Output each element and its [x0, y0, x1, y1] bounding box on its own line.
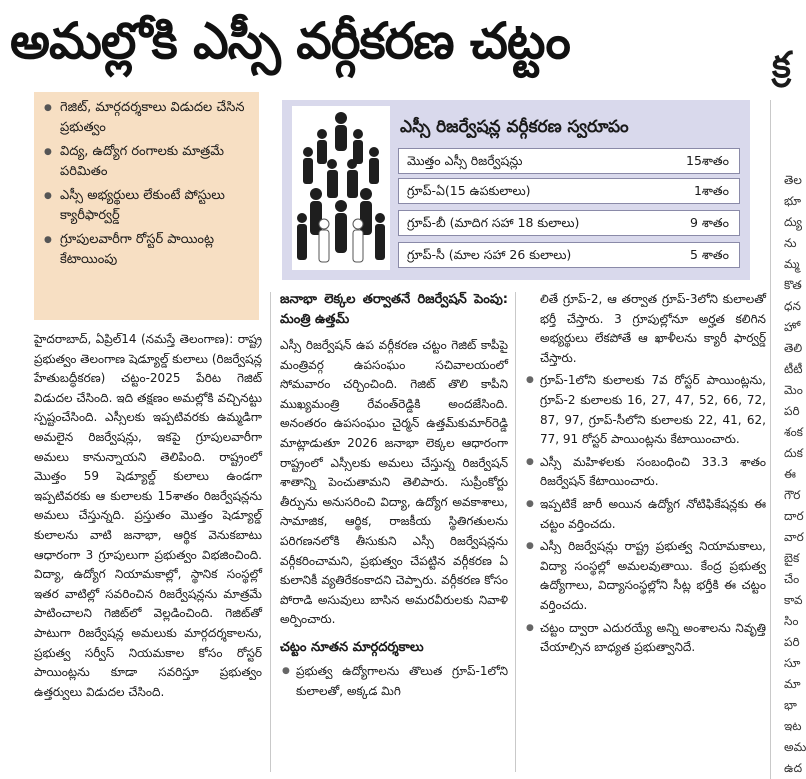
fragment-line: ఉద — [784, 761, 803, 775]
fragment-line: దార — [784, 509, 804, 523]
fragment-line: చేం — [784, 572, 800, 586]
fragment-line: బైక — [784, 551, 800, 565]
body-paragraph: లితే గ్రూప్‌-2, ఆ తర్వాత గ్రూప్‌-3లోని కులాలతో భర్తీ చేస్తారు. 3 గ్రూపుల్లోనూ అర్హత కలిగిన అభ్యర్థులు లేకపోతే ఆ ఖాళీలను క్యారీ ఫార్వర్డ్ చేస్తారు. — [540, 292, 766, 365]
fragment-line: దుక — [784, 446, 803, 460]
row-label: గ్రూప్‌-సీ (మాల సహా 26 కులాలు) — [407, 247, 572, 262]
table-row — [398, 148, 740, 174]
column-divider-right — [770, 100, 771, 779]
highlight-item: ● ఎస్సీ అభ్యర్థులు లేకుంటే పోస్టులు క్యారీఫార్వర్డ్ — [44, 186, 253, 226]
row-label: గ్రూప్‌-బీ (మాదిగ సహా 18 కులాలు) — [407, 215, 580, 230]
headline: అమల్లోకి ఎస్సీ వర్గీకరణ చట్టం — [10, 12, 570, 70]
table-row — [398, 178, 740, 204]
fragment-line: పరి — [784, 404, 800, 418]
guideline-bullet: ● ఎస్సీ రిజర్వేషన్లు రాష్ట్ర ప్రభుత్వ నియామకాలు, విద్యా సంస్థల్లో అమలవుతాయి. కేంద్ర ప్రభుత్వ ఉద్యోగాలు, విద్యాసంస్థల్లోని సీట్ల భర్తీకి ఈ చట్టం వర్తించదు. — [524, 537, 766, 615]
fragment-line: ఇట — [784, 719, 802, 733]
guideline-bullet: ● ఎస్సీ మహిళలకు సంబంధించి 33.3 శాతం రిజర్వేషన్ కేటాయించారు. — [524, 453, 766, 492]
body-paragraph: ఎస్సీ రిజర్వేషన్ ఉప వర్గీకరణ చట్టం గెజిట్ కాపీపై మంత్రివర్గ ఉపసంఘం సచివాలయంలో సోమవారం చర్చించింది. గెజిట్ తొలి కాపీని ముఖ్యమంత్రి రేవంత్‌రెడ్డికి అందజేసింది. అనంతరం ఉపసంఘం చైర్మన్ ఉత్తమ్‌కుమార్‌రెడ్డి మాట్లాడుతూ 2026 జనాభా లెక్కల ఆధారంగా రాష్ట్రంలో ఎస్సీలకు అమలు చేస్తున్న రిజర్వేషన్ శాతాన్ని పెంచుతామని తెలిపారు. సుప్రీంకోర్టు తీర్పును అనుసరించి విద్యా, ఉద్యోగ అవకాశాలు, సామాజిక, ఆర్థిక, రాజకీయ స్థితిగతులను పరిగణనలోకి తీసుకుని ఎస్సీ రిజర్వేషన్లను వర్గీకరించామని, ప్రభుత్వం చేపట్టిన వర్గీకరణ ఏ కులానికీ వ్యతిరేకంకాదని చెప్పారు. వర్గీకరణ కోసం పోరాడి అసువులు బాసిన అమరవీరులకు నివాళి అర్పించారు. — [280, 338, 508, 627]
fragment-line: కొత — [784, 278, 802, 292]
fragment-line: హో — [784, 320, 801, 334]
fragment-line: మ్మ — [784, 257, 800, 271]
fragment-line: భూ — [784, 194, 802, 208]
fragment-line: ద్యు — [784, 215, 802, 229]
body-paragraph: హైదరాబాద్, ఏప్రిల్14 (నమస్తే తెలంగాణ): రాష్ట్ర ప్రభుత్వం తెలంగాణ షెడ్యూల్డ్ కులాలు (రిజర్వేషన్ల హేతుబద్ధీకరణ) చట్టం-2025 పేరిట గెజిట్ విడుదల చేసింది. ఇది తక్షణం అమల్లోకి వచ్చినట్టు స్పష్టంచేసింది. ఎస్సీలకు ఇప్పటివరకు ఉమ్మడిగా అమలైన రిజర్వేషన్లు, ఇకపై గ్రూపులవారీగా అమలు కానున్నాయని తెలిపింది. రాష్ట్రంలో మొత్తం 59 షెడ్యూల్డ్ కులాలు ఉండగా ఇప్పటివరకు ఆ కులాలకు 15శాతం రిజర్వేషన్లను అమలు చేస్తున్నది. ప్రస్తుతం మొత్తం షెడ్యూల్డ్ కులాలను వాటి జనాభా, ఆర్థిక వెనుకబాటు ఆధారంగా 3 గ్రూపులుగా ప్రభుత్వం విభజించింది. విద్యా, ఉద్యోగ నియామకాల్లో, స్థానిక సంస్థల్లో ఇతర వాటిల్లో సవరించిన రిజర్వేషన్లను మాత్రమే పాటించాలని గెజిట్‌లో వెల్లడించింది. గెజిట్‌తో పాటుగా రిజర్వేషన్ల అమలుకు మార్గదర్శకాలను, ప్రభుత్వ సర్వీస్ నియమకాల కోసం రోస్టర్ పాయింట్లను కూడా సవరిస్తూ ప్రభుత్వం ఉత్తర్వులు విడుదల చేసింది. — [34, 332, 262, 699]
highlight-item: ● గ్రూపులవారీగా రోస్టర్ పాయింట్ల కేటాయింపు — [44, 230, 253, 270]
highlight-item: ● విద్య, ఉద్యోగ రంగాలకు మాత్రమే పరిమితం — [44, 142, 253, 182]
table-row — [398, 242, 740, 268]
guideline-bullet: ● ఇప్పటికే జారీ అయిన ఉద్యోగ నోటిఫికేషన్లకు ఈ చట్టం వర్తించదు. — [524, 495, 766, 534]
fragment-line: పరి — [784, 635, 800, 649]
row-value: 15శాతం — [686, 153, 729, 168]
fragment-line: ఈ — [784, 467, 796, 481]
fragment-line: తెలి — [784, 341, 803, 355]
fragment-line: ధన — [784, 299, 801, 313]
row-value: 1శాతం — [693, 183, 729, 198]
table-row — [398, 210, 740, 236]
adjacent-article-fragment — [784, 170, 806, 779]
fragment-line: మా — [784, 677, 801, 691]
guideline-bullet: ● చట్టం ద్వారా ఎదురయ్యే అన్ని అంశాలను నివృత్తి చేయాల్సిన బాధ్యత ప్రభుత్వానిదే. — [524, 619, 766, 658]
row-value: 5 శాతం — [689, 247, 729, 262]
column-divider-2 — [515, 292, 516, 772]
highlight-item: ● గెజిట్, మార్గదర్శకాలు విడుదల చేసిన ప్రభుత్వం — [44, 98, 253, 138]
fragment-line: తెల — [784, 173, 802, 187]
fragment-line: అమ — [784, 740, 806, 754]
row-value: 9 శాతం — [689, 215, 729, 230]
fragment-line: గౌర — [784, 488, 801, 502]
subheading: చట్టం నూతన మార్గదర్శకాలు — [280, 639, 424, 655]
fragment-line: భా — [784, 698, 797, 712]
fragment-line: వార — [784, 530, 804, 544]
article-column-2 — [280, 290, 508, 774]
guideline-bullet: ● గ్రూప్-1లోని కులాలకు 7వ రోస్టర్ పాయింట్లను, గ్రూప్-2 కులాలకు 16, 27, 47, 52, 66, 72, 87, 97, గ్రూప్-సీలోని కులాలకు 22, 41, 62, 77, 91 రోస్టర్ పాయింట్లను కేటాయించారు. — [524, 371, 766, 449]
fragment-line: సూ — [784, 656, 801, 670]
adjacent-article-headline-fragment: క్ర — [772, 45, 791, 86]
subheading: జనాభా లెక్కల తర్వాతనే రిజర్వేషన్ పెంపు: మంత్రి ఉత్తమ్ — [280, 292, 508, 327]
people-silhouette-image — [292, 106, 390, 270]
fragment-line: మెం — [784, 383, 803, 397]
highlights-box — [34, 92, 259, 320]
article-column-3 — [524, 290, 766, 774]
column-divider-1 — [270, 292, 271, 772]
guideline-bullet: ● ప్రభుత్వ ఉద్యోగాలను తొలుత గ్రూప్‌-1లోని కులాలతో, అక్కడ మిగి — [280, 662, 508, 701]
article-column-1 — [34, 330, 262, 770]
fragment-line: కావ — [784, 593, 803, 607]
fragment-line: టీటీ — [784, 362, 803, 376]
fragment-line: ను — [784, 236, 797, 250]
row-label: గ్రూప్‌-ఏ(15 ఉపకులాలు) — [407, 183, 531, 198]
fragment-line: సిం — [784, 614, 799, 628]
people-silhouette-icon — [292, 106, 390, 270]
row-label: మొత్తం ఎస్సీ రిజర్వేషన్లు — [407, 153, 523, 168]
fragment-line: శంక — [784, 425, 803, 439]
table-title: ఎస్సీ రిజర్వేషన్ల వర్గీకరణ స్వరూపం — [400, 117, 629, 137]
